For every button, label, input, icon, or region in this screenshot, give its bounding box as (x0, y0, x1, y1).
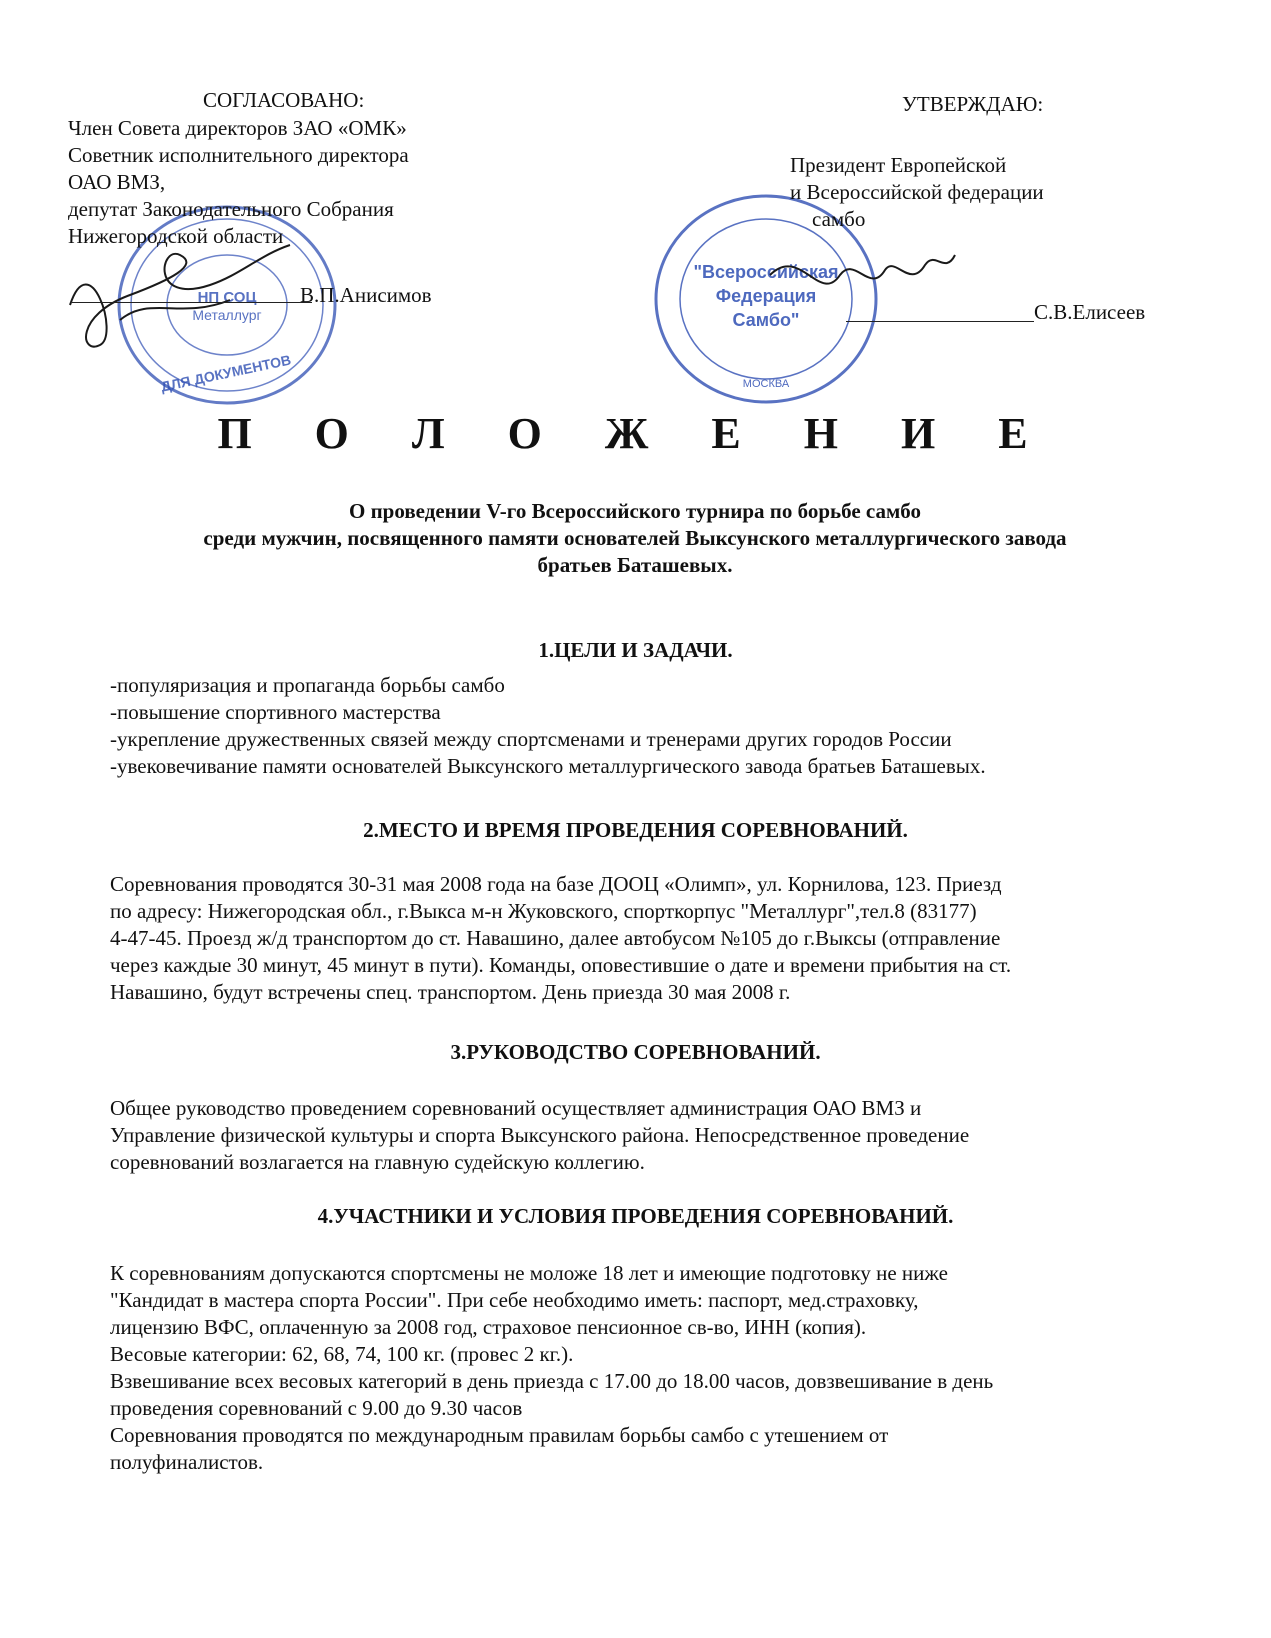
document-subtitle (60, 498, 1210, 579)
list-item: -увековечивание памяти основателей Выксунского металлургического завода братьев Баташевых. (110, 754, 986, 778)
paragraph-line: 4-47-45. Проезд ж/д транспортом до ст. Навашино, далее автобусом №105 до г.Выксы (отправление (110, 926, 1001, 950)
paragraph-line: по адресу: Нижегородская обл., г.Выкса м-н Жуковского, спорткорпус "Металлург",тел.8 (83177) (110, 899, 977, 923)
right-stamp-bottom: МОСКВА (742, 378, 790, 390)
document-title: П О Л О Ж Е Н И Е (217, 409, 1054, 458)
list-item: -повышение спортивного мастерства (110, 700, 441, 724)
paragraph-line: Весовые категории: 62, 68, 74, 100 кг. (провес 2 кг.). (110, 1342, 574, 1366)
list-item: -популяризация и пропаганда борьбы самбо (110, 673, 505, 697)
approved-line: самбо (812, 207, 866, 231)
paragraph-line: Взвешивание всех весовых категорий в день приезда с 17.00 до 18.00 часов, довзвешивание в день (110, 1369, 994, 1393)
left-stamp-inner-bottom: Металлург (192, 307, 262, 323)
paragraph-line: лицензию ВФС, оплаченную за 2008 год, страховое пенсионное св-во, ИНН (копия). (110, 1315, 867, 1339)
agreed-position-lines (68, 115, 409, 250)
approved-line: и Всероссийской федерации (790, 180, 1044, 204)
agreed-line: Советник исполнительного директора (68, 143, 409, 167)
section-3-paragraph (110, 1095, 1212, 1176)
paragraph-line: соревнований возлагается на главную судейскую коллегию. (110, 1150, 645, 1174)
agreed-title: СОГЛАСОВАНО: (203, 88, 365, 112)
paragraph-line: полуфиналистов. (110, 1450, 264, 1474)
paragraph-line: Соревнования проводятся по международным правилам борьбы самбо с утешением от (110, 1423, 889, 1447)
right-stamp-line-1: "Всероссийская (693, 262, 839, 282)
approved-signature-line (846, 321, 1034, 322)
paragraph-line: проведения соревнований с 9.00 до 9.30 часов (110, 1396, 523, 1420)
section-2-heading: 2.МЕСТО И ВРЕМЯ ПРОВЕДЕНИЯ СОРЕВНОВАНИЙ. (363, 818, 908, 842)
agreed-signature-line (72, 302, 312, 303)
section-4-heading: 4.УЧАСТНИКИ И УСЛОВИЯ ПРОВЕДЕНИЯ СОРЕВНОВАНИЙ. (317, 1204, 954, 1228)
subtitle-line: среди мужчин, посвященного памяти основателей Выксунского металлургического завода (203, 526, 1067, 550)
approved-line: Президент Европейской (790, 153, 1007, 177)
section-1-heading: 1.ЦЕЛИ И ЗАДАЧИ. (538, 638, 733, 662)
paragraph-line: Управление физической культуры и спорта Выксунского района. Непосредственное проведение (110, 1123, 970, 1147)
agreed-line: Нижегородской области (68, 224, 284, 248)
section-3-heading: 3.РУКОВОДСТВО СОРЕВНОВАНИЙ. (450, 1040, 821, 1064)
approved-title: УТВЕРЖДАЮ: (902, 92, 1044, 116)
right-stamp-line-2: Федерация (715, 286, 817, 306)
paragraph-line: "Кандидат в мастера спорта России". При себе необходимо иметь: паспорт, мед.страховку, (110, 1288, 919, 1312)
right-handwritten-signature (760, 235, 960, 325)
subtitle-line: О проведении V-го Всероссийского турнира по борьбе самбо (348, 499, 921, 523)
agreed-line: депутат Законодательного Собрания (68, 197, 394, 221)
section-1-goals-list (110, 672, 986, 780)
agreed-line: ОАО ВМЗ, (68, 170, 166, 194)
right-stamp-line-3: Самбо" (732, 310, 800, 330)
paragraph-line: Навашино, будут встречены спец. транспортом. День приезда 30 мая 2008 г. (110, 980, 791, 1004)
left-stamp-inner-top: НП СОЦ (197, 289, 257, 306)
approved-position-lines (790, 152, 1044, 233)
paragraph-line: К соревнованиям допускаются спортсмены не моложе 18 лет и имеющие подготовку не ниже (110, 1261, 948, 1285)
section-2-paragraph (110, 871, 1212, 1006)
list-item: -укрепление дружественных связей между спортсменами и тренерами других городов России (110, 727, 952, 751)
agreed-signer-name: В.П.Анисимов (300, 283, 432, 307)
paragraph-line: через каждые 30 минут, 45 минут в пути). Команды, оповестившие о дате и времени прибытия на ст. (110, 953, 1012, 977)
agreed-line: Член Совета директоров ЗАО «ОМК» (68, 116, 407, 140)
subtitle-line: братьев Баташевых. (537, 553, 733, 577)
left-stamp-ring-text: ДЛЯ ДОКУМЕНТОВ (159, 351, 293, 395)
paragraph-line: Общее руководство проведением соревнований осуществляет администрация ОАО ВМЗ и (110, 1096, 922, 1120)
approved-signer-name: С.В.Елисеев (1034, 300, 1146, 324)
section-4-paragraph (110, 1260, 1212, 1476)
paragraph-line: Соревнования проводятся 30-31 мая 2008 года на базе ДООЦ «Олимп», ул. Корнилова, 123. Приезд (110, 872, 1002, 896)
